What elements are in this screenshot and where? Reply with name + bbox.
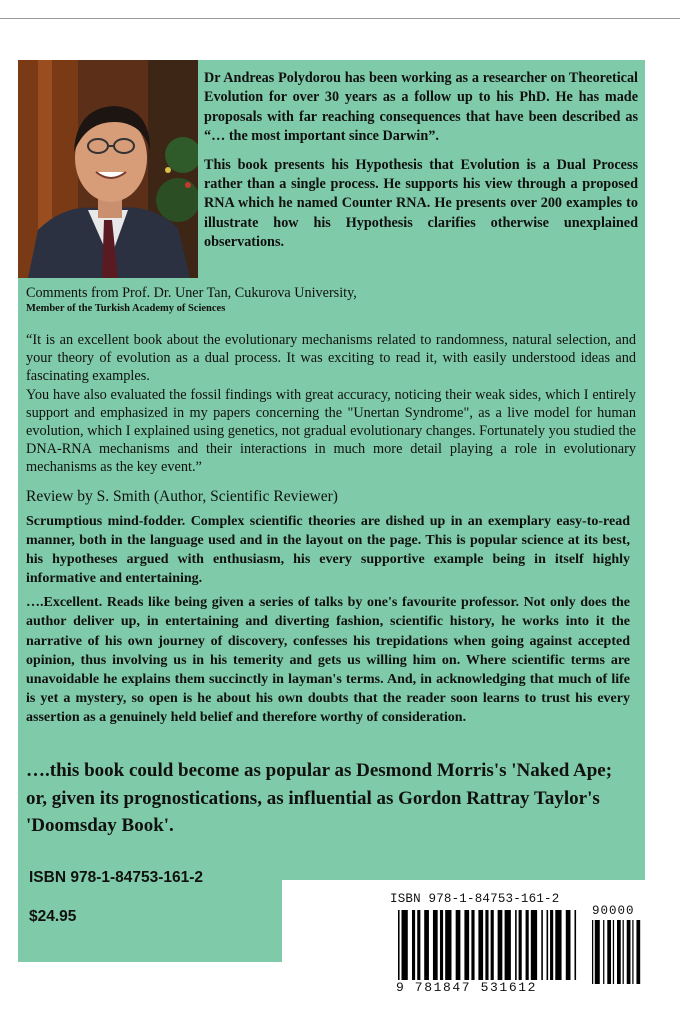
barcode-bar <box>402 910 408 980</box>
barcode-bar <box>636 920 640 984</box>
barcode-bar <box>464 910 469 980</box>
barcode-bar <box>607 920 611 984</box>
review-paragraph-2: ….Excellent. Reads like being given a series of talks by one's favourite professor. Not only does the author deliver up, in entertaining and diverting fashion, scientific history, he works into it the narrative of his own journey of discovery, confesses his trepidations when going against accepted opinion, thus involving us in his temerity and gets us willing him on. Where scientific terms are unavoidable he explains them succinctly in layman's terms. And, in acknowledging that much of life is yet a mystery, so open is he about his own doubts that the reader soon learns to trust his every assertion as a genuinely held belief and therefore worthy of consideration. <box>26 595 630 725</box>
isbn-label: ISBN 978-1-84753-161-2 <box>29 869 204 886</box>
barcode-bar <box>541 910 543 980</box>
barcode-panel <box>282 880 650 1000</box>
barcode-bar <box>498 910 503 980</box>
barcode-bar <box>456 910 461 980</box>
endorsement-subheading: Member of the Turkish Academy of Sciences <box>26 303 226 314</box>
addon-barcode <box>592 920 642 984</box>
endorsement-quote-1: “It is an excellent book about the evolutionary mechanisms related to randomness, natural selection, and your theory of evolution as a dual process. It was exciting to read it, with easily understood ideas and fascinating examples. <box>26 332 636 385</box>
top-rule <box>0 18 680 19</box>
ean-barcode <box>398 910 578 980</box>
barcode-isbn-text: ISBN 978-1-84753-161-2 <box>390 892 560 906</box>
barcode-bar <box>547 910 549 980</box>
barcode-bar <box>595 920 600 984</box>
barcode-bar <box>550 910 553 980</box>
barcode-bar <box>491 910 494 980</box>
addon-digits: 90000 <box>592 904 635 918</box>
barcode-bar <box>433 910 438 980</box>
barcode-bar <box>555 910 561 980</box>
barcode-bar <box>445 910 451 980</box>
pull-quote: ….this book could become as popular as Desmond Morris's 'Naked Ape; or, given its prognostications, as influential as Gordon Rattray Taylor's 'Doomsday Book'. <box>26 760 613 836</box>
barcode-bar <box>471 910 474 980</box>
barcode-bar <box>627 920 631 984</box>
bio-paragraph-2: This book presents his Hypothesis that Evolution is a Dual Process rather than a single process. He supports his view through a proposed RNA which he named Counter RNA. He presents over 200 examples to illustrate how his Hypothesis clarifies otherwise unexplained observations. <box>204 156 638 251</box>
barcode-bar <box>412 910 415 980</box>
barcode-bar <box>617 920 621 984</box>
author-photo <box>18 60 198 278</box>
barcode-bar <box>575 910 577 980</box>
bio-paragraph-1: Dr Andreas Polydorou has been working as a researcher on Theoretical Evolution for over 30 years as a follow up to his PhD. He has made proposals with far reaching consequences that have been described as “… the most important since Darwin”. <box>204 70 638 145</box>
author-bio <box>204 69 638 262</box>
barcode-bar <box>417 910 420 980</box>
review-body <box>26 512 630 732</box>
barcode-bar <box>526 910 529 980</box>
endorsement-section <box>26 285 636 477</box>
barcode-bar <box>632 920 633 984</box>
barcode-bar <box>566 910 571 980</box>
endorsement-heading: Comments from Prof. Dr. Uner Tan, Cukurova University, <box>26 285 357 301</box>
barcode-bar <box>519 910 522 980</box>
barcode-bar <box>505 910 511 980</box>
barcode-bar <box>440 910 443 980</box>
price-label: $24.95 <box>29 908 77 925</box>
barcode-bar <box>515 910 517 980</box>
review-paragraph-1: Scrumptious mind-fodder. Complex scientific theories are dished up in an exemplary easy-to-read manner, both in the language used and in the layout on the page. This is popular science at its best, his hypotheses argued with enthusiasm, his every supportive example being in itself highly informative and entertaining. <box>26 514 630 587</box>
barcode-bar <box>603 920 604 984</box>
barcode-bar <box>623 920 624 984</box>
barcode-bar <box>398 910 400 980</box>
barcode-digits: 9 781847 531612 <box>396 980 538 995</box>
barcode-bar <box>592 920 593 984</box>
barcode-bar <box>424 910 429 980</box>
barcode-bar <box>613 920 614 984</box>
endorsement-quote-2: You have also evaluated the fossil findings with great accuracy, noticing their weak sides, which I entirely support and emphasized in my papers concerning the "Unertan Syndrome", as a live model for human evolution, which I explained using genetics, not gradual evolutionary changes. Fortunately you studied the DNA-RNA mechanisms and their interactions in much more detail playing a role in evolutionary mechanisms as the key event.” <box>26 386 636 476</box>
barcode-bar <box>485 910 488 980</box>
review-title: Review by S. Smith (Author, Scientific Reviewer) <box>26 488 338 505</box>
back-cover-panel <box>18 60 645 962</box>
barcode-bar <box>478 910 483 980</box>
barcode-bar <box>531 910 537 980</box>
